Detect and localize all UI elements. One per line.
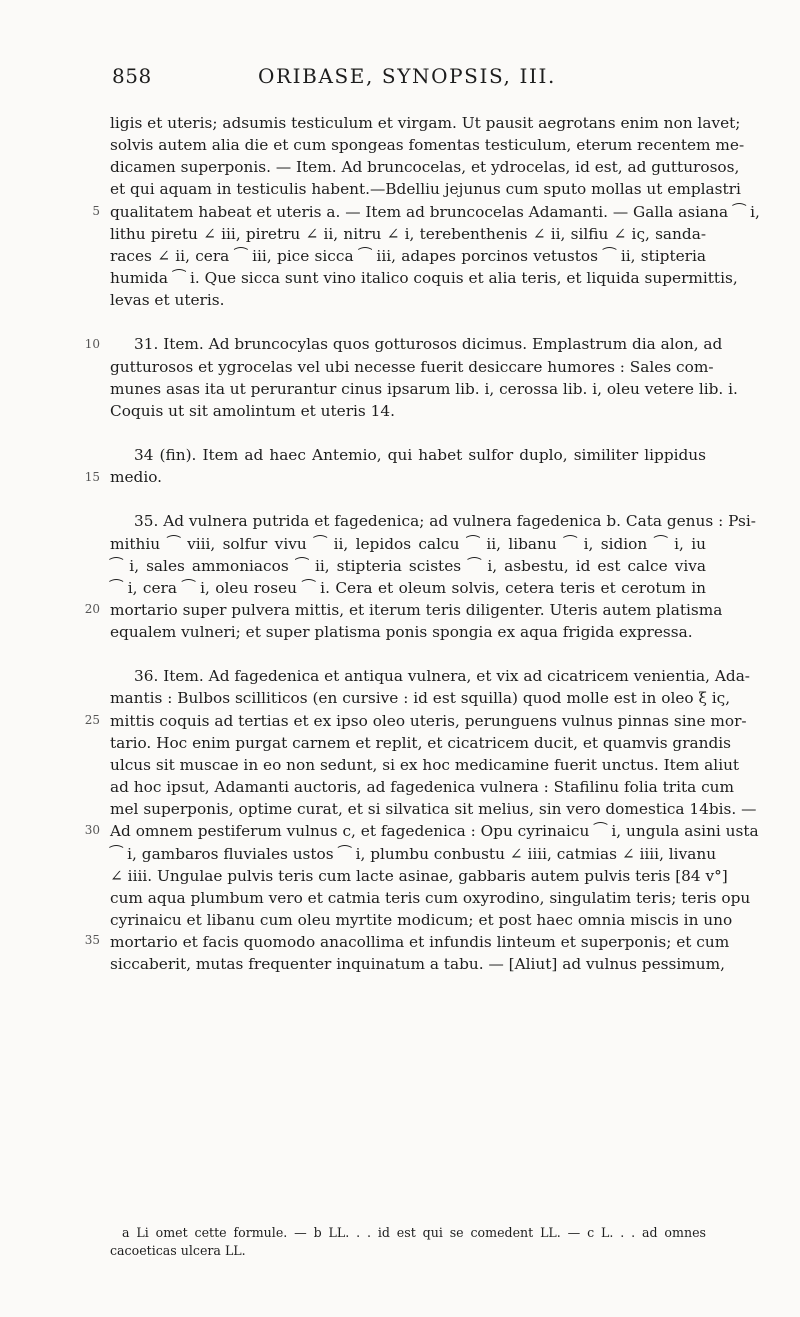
text-line: siccaberit, mutas frequenter inquinatum a tabu. — [Aliut] ad vulnus pessimum, (110, 955, 725, 974)
text-line: Coquis ut sit amolintum et uteris 14. (110, 401, 395, 420)
paragraph-34 (84, 444, 706, 488)
text-line: qualitatem habeat et uteris a. — Item ad bruncocelas Adamanti. — Galla asiana ⁀ i, (110, 202, 760, 221)
footnote-line: cacoeticas ulcera LL. (110, 1243, 246, 1258)
paragraph-35 (84, 510, 756, 643)
text-line: 34 (fin). Item ad haec Antemio, qui habet sulfor duplo, similiter lippidus (134, 446, 706, 465)
text-line: munes asas ita ut perurantur cinus ipsarum lib. i, cerossa lib. i, oleu vetere lib. i. (110, 379, 738, 398)
text-line: ligis et uteris; adsumis testiculum et virgam. Ut pausit aegrotans enim non lavet; (110, 114, 741, 132)
footnote-line: a Li omet cette formule. — b LL. . . id est qui se comedent LL. — c L. . . ad omnes (122, 1225, 706, 1240)
text-line: 35. Ad vulnera putrida et fagedenica; ad vulnera fagedenica b. Cata genus : Psi- (134, 512, 756, 531)
line-number: 5 (92, 204, 100, 218)
text-line: mittis coquis ad tertias et ex ipso oleo uteris, perunguens vulnus pinnas sine mor- (110, 711, 747, 730)
text-line: cum aqua plumbum vero et catmia teris cum oxyrodino, singulatim teris; teris opu (110, 888, 751, 907)
text-line: 31. Item. Ad bruncocylas quos gotturosos dicimus. Emplastrum dia alon, ad (134, 335, 723, 354)
body-text (84, 112, 760, 975)
text-line: dicamen superponis. — Item. Ad bruncocelas, et ydrocelas, id est, ad gutturosos, (110, 158, 740, 177)
paragraph-30-cont (92, 112, 760, 311)
line-number: 10 (84, 337, 100, 352)
text-line: Ad omnem pestiferum vulnus c, et fagedenica : Opu cyrinaicu ⁀ i, ungula asini usta (110, 822, 759, 841)
text-line: tario. Hoc enim purgat carnem et replit, et cicatricem ducit, et quamvis grandis (110, 733, 732, 752)
text-line: humida ⁀ i. Que sicca sunt vino italico coquis et alia teris, et liquida supermittis, (110, 269, 738, 288)
text-line: mithiu ⁀ viii, solfur vivu ⁀ ii, lepidos calcu ⁀ ii, libanu ⁀ i, sidion ⁀ i, iu (110, 534, 706, 553)
text-line: solvis autem alia die et cum spongeas fomentas testiculum, eterum recentem me- (110, 136, 745, 155)
text-line: ⁀ i, gambaros fluviales ustos ⁀ i, plumbu conbustu ∠ iiii, catmias ∠ iiii, livanu (110, 844, 717, 863)
footnotes (110, 1224, 706, 1260)
text-line: mel superponis, optime curat, et si silvatica sit melius, sin vero domestica 14bis. — (110, 800, 757, 819)
line-number: 20 (84, 602, 100, 617)
text-line: et qui aquam in testiculis habent.—Bdelliu jejunus cum sputo mollas ut emplastri (110, 180, 741, 199)
text-line: mantis : Bulbos scilliticos (en cursive : id est squilla) quod molle est in oleo ξ iς, (110, 689, 731, 708)
line-number: 35 (84, 933, 100, 948)
text-line: ⁀ i, sales ammoniacos ⁀ ii, stipteria scistes ⁀ i, asbestu, id est calce viva (110, 556, 706, 575)
text-line: ad hoc ipsut, Adamanti auctoris, ad fagedenica vulnera : Stafilinu folia trita cum (110, 778, 735, 797)
page-header (0, 64, 800, 98)
text-line: mortario et facis quomodo anacollima et infundis linteum et superponis; et cum (110, 933, 730, 952)
text-line: lithu piretu ∠ iii, piretru ∠ ii, nitru ∠ i, terebenthenis ∠ ii, silfiu ∠ iς, sanda- (110, 224, 706, 243)
line-number: 25 (84, 713, 100, 728)
text-line: medio. (110, 468, 163, 487)
running-title: ORIBASE, SYNOPSIS, III. (258, 64, 556, 88)
text-line: equalem vulneri; et super platisma ponis spongia ex aqua frigida expressa. (110, 623, 693, 642)
paragraph-36 (84, 665, 759, 975)
text-line: ulcus sit muscae in eo non sedunt, si ex hoc medicamine fuerit unctus. Item aliut (110, 755, 740, 774)
text-line: gutturosos et ygrocelas vel ubi necesse fuerit desiccare humores : Sales com- (110, 357, 714, 376)
text-line: levas et uteris. (110, 291, 225, 310)
line-number: 15 (84, 470, 100, 485)
text-line: mortario super pulvera mittis, et iterum teris diligenter. Uteris autem platisma (110, 600, 723, 619)
paragraph-31 (84, 333, 738, 422)
text-line: ⁀ i, cera ⁀ i, oleu roseu ⁀ i. Cera et oleum solvis, cetera teris et cerotum in (110, 578, 706, 597)
text-line: ∠ iiii. Ungulae pulvis teris cum lacte asinae, gabbaris autem pulvis teris [84 v°] (110, 866, 728, 885)
line-number: 30 (84, 823, 100, 838)
page-number: 858 (112, 64, 152, 88)
text-line: cyrinaicu et libanu cum oleu myrtite modicum; et post haec omnia miscis in uno (110, 911, 733, 929)
text-line: 36. Item. Ad fagedenica et antiqua vulnera, et vix ad cicatricem venientia, Ada- (134, 667, 750, 686)
text-line: races ∠ ii, cera ⁀ iii, pice sicca ⁀ iii, adapes porcinos vetustos ⁀ ii, stipteria (110, 246, 706, 265)
